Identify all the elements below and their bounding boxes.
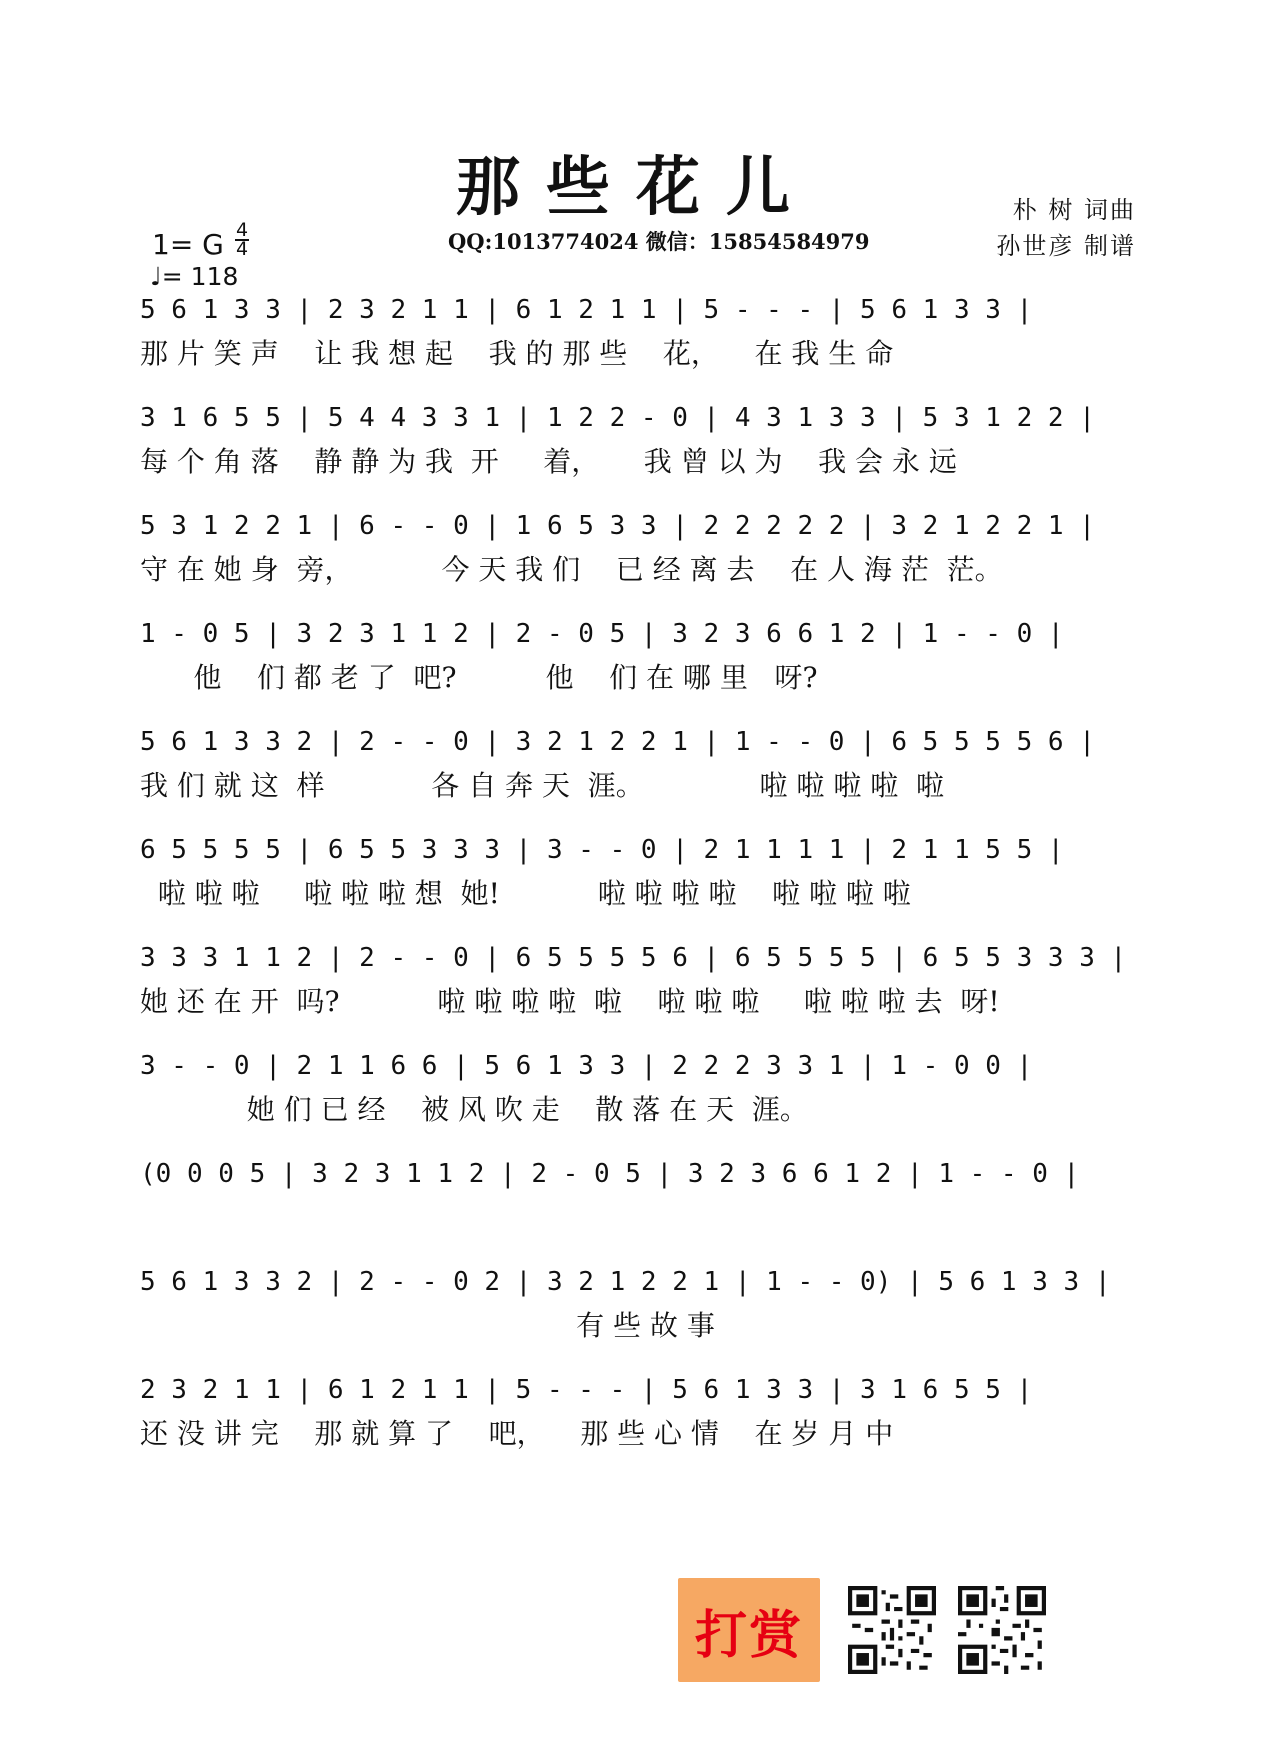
tempo-marking: ♩= 118 bbox=[150, 262, 239, 291]
notation-line: 5 6 1 3 3 | 2 3 2 1 1 | 6 1 2 1 1 | 5 - - - | 5 6 1 3 3 | bbox=[140, 295, 1033, 325]
lyric-line bbox=[140, 1198, 1132, 1238]
lyric-line: 每 个 角 落 静 静 为 我 开 着， 我 曾 以 为 我 会 永 远 bbox=[140, 445, 957, 478]
notation-line: 5 6 1 3 3 2 | 2 - - 0 2 | 3 2 1 2 2 1 | 1 - - 0) | 5 6 1 3 3 | bbox=[140, 1267, 1111, 1297]
qr-code-icon bbox=[958, 1586, 1046, 1674]
time-signature-unit: 4 bbox=[235, 238, 249, 260]
lyric-line: 她 还 在 开 吗? 啦 啦 啦 啦 啦 啦 啦 啦 啦 啦 啦 去 呀! bbox=[140, 985, 1000, 1018]
lyric-line: 我 们 就 这 样 各 自 奔 天 涯。 啦 啦 啦 啦 啦 bbox=[140, 769, 945, 802]
score-line bbox=[140, 506, 1132, 602]
score-line bbox=[140, 1154, 1132, 1250]
lyric-line: 有 些 故 事 bbox=[140, 1309, 715, 1342]
score-line bbox=[140, 722, 1132, 818]
time-signature bbox=[234, 219, 250, 260]
score-line bbox=[140, 938, 1132, 1034]
arranger-credit: 孙世彦 制谱 bbox=[996, 232, 1136, 260]
notation-line: 1 - 0 5 | 3 2 3 1 1 2 | 2 - 0 5 | 3 2 3 6 6 1 2 | 1 - - 0 | bbox=[140, 619, 1064, 649]
score-line bbox=[140, 398, 1132, 494]
key-signature: 1= G bbox=[152, 228, 224, 261]
notation-line: 2 3 2 1 1 | 6 1 2 1 1 | 5 - - - | 5 6 1 3 3 | 3 1 6 5 5 | bbox=[140, 1375, 1033, 1405]
notation-line: 3 3 3 1 1 2 | 2 - - 0 | 6 5 5 5 5 6 | 6 5 5 5 5 | 6 5 5 3 3 3 | bbox=[140, 943, 1127, 973]
score-line bbox=[140, 614, 1132, 710]
notation-line: (0 0 0 5 | 3 2 3 1 1 2 | 2 - 0 5 | 3 2 3 6 6 1 2 | 1 - - 0 | bbox=[140, 1159, 1080, 1189]
notation-line: 5 6 1 3 3 2 | 2 - - 0 | 3 2 1 2 2 1 | 1 - - 0 | 6 5 5 5 5 6 | bbox=[140, 727, 1095, 757]
score-line bbox=[140, 290, 1132, 386]
score-line bbox=[140, 1046, 1132, 1142]
notation-line: 3 1 6 5 5 | 5 4 4 3 3 1 | 1 2 2 - 0 | 4 3 1 3 3 | 5 3 1 2 2 | bbox=[140, 403, 1095, 433]
reward-button[interactable]: 打赏 bbox=[678, 1578, 820, 1682]
song-title: 那些花儿 bbox=[456, 150, 816, 225]
score-line bbox=[140, 1262, 1132, 1358]
lyric-line: 守 在 她 身 旁， 今 天 我 们 已 经 离 去 在 人 海 茫 茫。 bbox=[140, 553, 1003, 586]
lyric-line: 他 们 都 老 了 吧? 他 们 在 哪 里 呀? bbox=[140, 661, 818, 694]
notation-line: 5 3 1 2 2 1 | 6 - - 0 | 1 6 5 3 3 | 2 2 2 2 2 | 3 2 1 2 2 1 | bbox=[140, 511, 1095, 541]
lyric-line: 那 片 笑 声 让 我 想 起 我 的 那 些 花， 在 我 生 命 bbox=[140, 337, 894, 370]
score-line bbox=[140, 1370, 1132, 1466]
contact-info: QQ:1013774024 微信：15854584979 bbox=[448, 229, 870, 254]
notation-line: 3 - - 0 | 2 1 1 6 6 | 5 6 1 3 3 | 2 2 2 3 3 1 | 1 - 0 0 | bbox=[140, 1051, 1033, 1081]
time-signature-beats: 4 bbox=[235, 219, 249, 241]
score-line bbox=[140, 830, 1132, 926]
lyric-line: 啦 啦 啦 啦 啦 啦 想 她! 啦 啦 啦 啦 啦 啦 啦 啦 bbox=[140, 877, 911, 910]
qr-code-icon bbox=[848, 1586, 936, 1674]
notation-line: 6 5 5 5 5 | 6 5 5 3 3 3 | 3 - - 0 | 2 1 1 1 1 | 2 1 1 5 5 | bbox=[140, 835, 1064, 865]
lyric-line: 还 没 讲 完 那 就 算 了 吧， 那 些 心 情 在 岁 月 中 bbox=[140, 1417, 894, 1450]
lyric-line: 她 们 已 经 被 风 吹 走 散 落 在 天 涯。 bbox=[140, 1093, 808, 1126]
lyricist-credit: 朴 树 词曲 bbox=[1012, 196, 1136, 224]
